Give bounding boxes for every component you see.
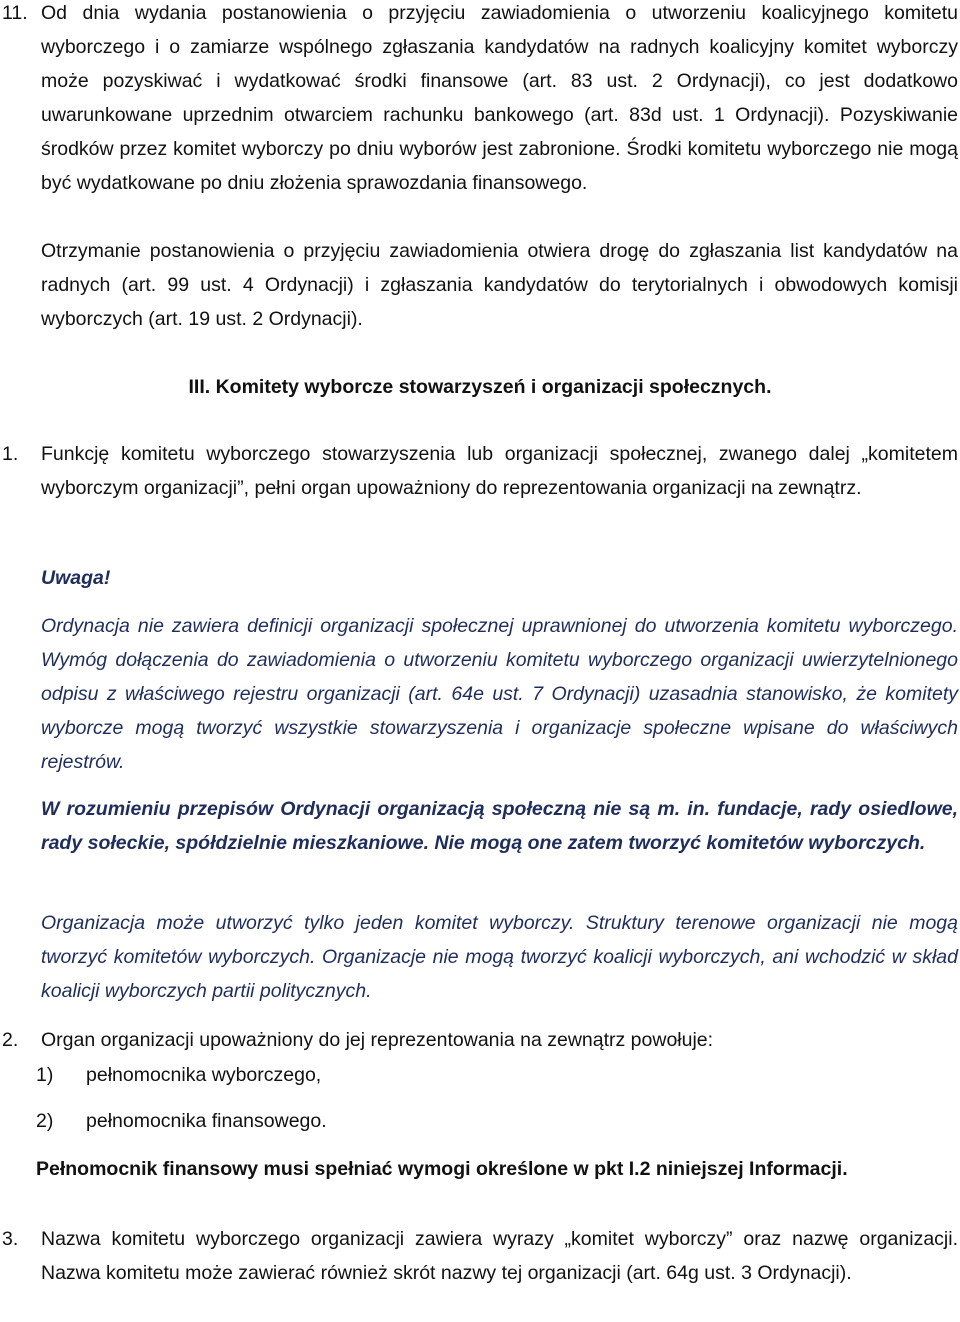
note-label: Uwaga!: [41, 567, 111, 589]
item-3-text: Nazwa komitetu wyborczego organizacji zawiera wyrazy „komitet wyborczy” oraz nazwę organizacji. Nazwa komitetu może zawierać również skrót nazwy tej organizacji (art. 64g ust. 3 Ordynacji).: [41, 1228, 958, 1284]
list-item-text: pełnomocnika wyborczego,: [86, 1064, 322, 1086]
note-paragraph-1: Ordynacja nie zawiera definicji organizacji społecznej uprawnionej do utworzenia komitetu wyborczego. Wymóg dołączenia do zawiadomienia o utworzeniu komitetu wyborczego organizacji uwierzytelnionego odpisu z właściwego rejestru organizacji (art. 64e ust. 7 Ordynacji) uzasadnia stanowisko, że komitety wyborcze mogą tworzyć wszystkie stowarzyszenia i organizacje społeczne wpisane do właściwych rejestrów.: [41, 615, 958, 773]
section-heading: III. Komitety wyborcze stowarzyszeń i organizacji społecznych.: [188, 376, 772, 398]
point-11-text: Od dnia wydania postanowienia o przyjęciu zawiadomienia o utworzeniu koalicyjnego komitetu wyborczego i o zamiarze wspólnego zgłaszania kandydatów na radnych koalicyjny komitet wyborczy może pozyskiwać i wydatkować środki finansowe (art. 83 ust. 2 Ordynacji), co jest dodatkowo uwarunkowane uprzednim otwarciem rachunku bankowego (art. 83d ust. 1 Ordynacji). Pozyskiwanie środków przez komitet wyborczy po dniu wyborów jest zabronione. Środki komitetu wyborczego nie mogą być wydatkowane po dniu złożenia sprawozdania finansowego.: [41, 2, 958, 194]
item-2-bold-note: Pełnomocnik finansowy musi spełniać wymogi określone w pkt I.2 niniejszej Informacji.: [36, 1158, 848, 1180]
list-item-number: 1): [36, 1064, 54, 1086]
item-1-text: Funkcję komitetu wyborczego stowarzyszenia lub organizacji społecznej, zwanego dalej „komitetem wyborczym organizacji”, pełni organ upoważniony do reprezentowania organizacji na zewnątrz.: [41, 443, 958, 499]
note-paragraph-2: W rozumieniu przepisów Ordynacji organizacją społeczną nie są m. in. fundacje, rady osiedlowe, rady sołeckie, spółdzielnie mieszkaniowe. Nie mogą one zatem tworzyć komitetów wyborczych.: [41, 798, 958, 854]
item-2-number: 2.: [2, 1029, 19, 1051]
item-3-number: 3.: [2, 1228, 19, 1250]
item-1-number: 1.: [2, 443, 19, 465]
note-paragraph-3: Organizacja może utworzyć tylko jeden komitet wyborczy. Struktury terenowe organizacji nie mogą tworzyć komitetów wyborczych. Organizacje nie mogą tworzyć koalicji wyborczych, ani wchodzić w skład koalicji wyborczych partii politycznych.: [41, 912, 958, 1002]
point-11-text-2: Otrzymanie postanowienia o przyjęciu zawiadomienia otwiera drogę do zgłaszania list kandydatów na radnych (art. 99 ust. 4 Ordynacji) i zgłaszania kandydatów do terytorialnych i obwodowych komisji wyborczych (art. 19 ust. 2 Ordynacji).: [41, 240, 958, 330]
item-2-text: Organ organizacji upoważniony do jej reprezentowania na zewnątrz powołuje:: [41, 1029, 714, 1051]
list-item-number: 2): [36, 1110, 54, 1132]
list-item-text: pełnomocnika finansowego.: [86, 1110, 327, 1132]
point-number: 11.: [2, 2, 28, 24]
